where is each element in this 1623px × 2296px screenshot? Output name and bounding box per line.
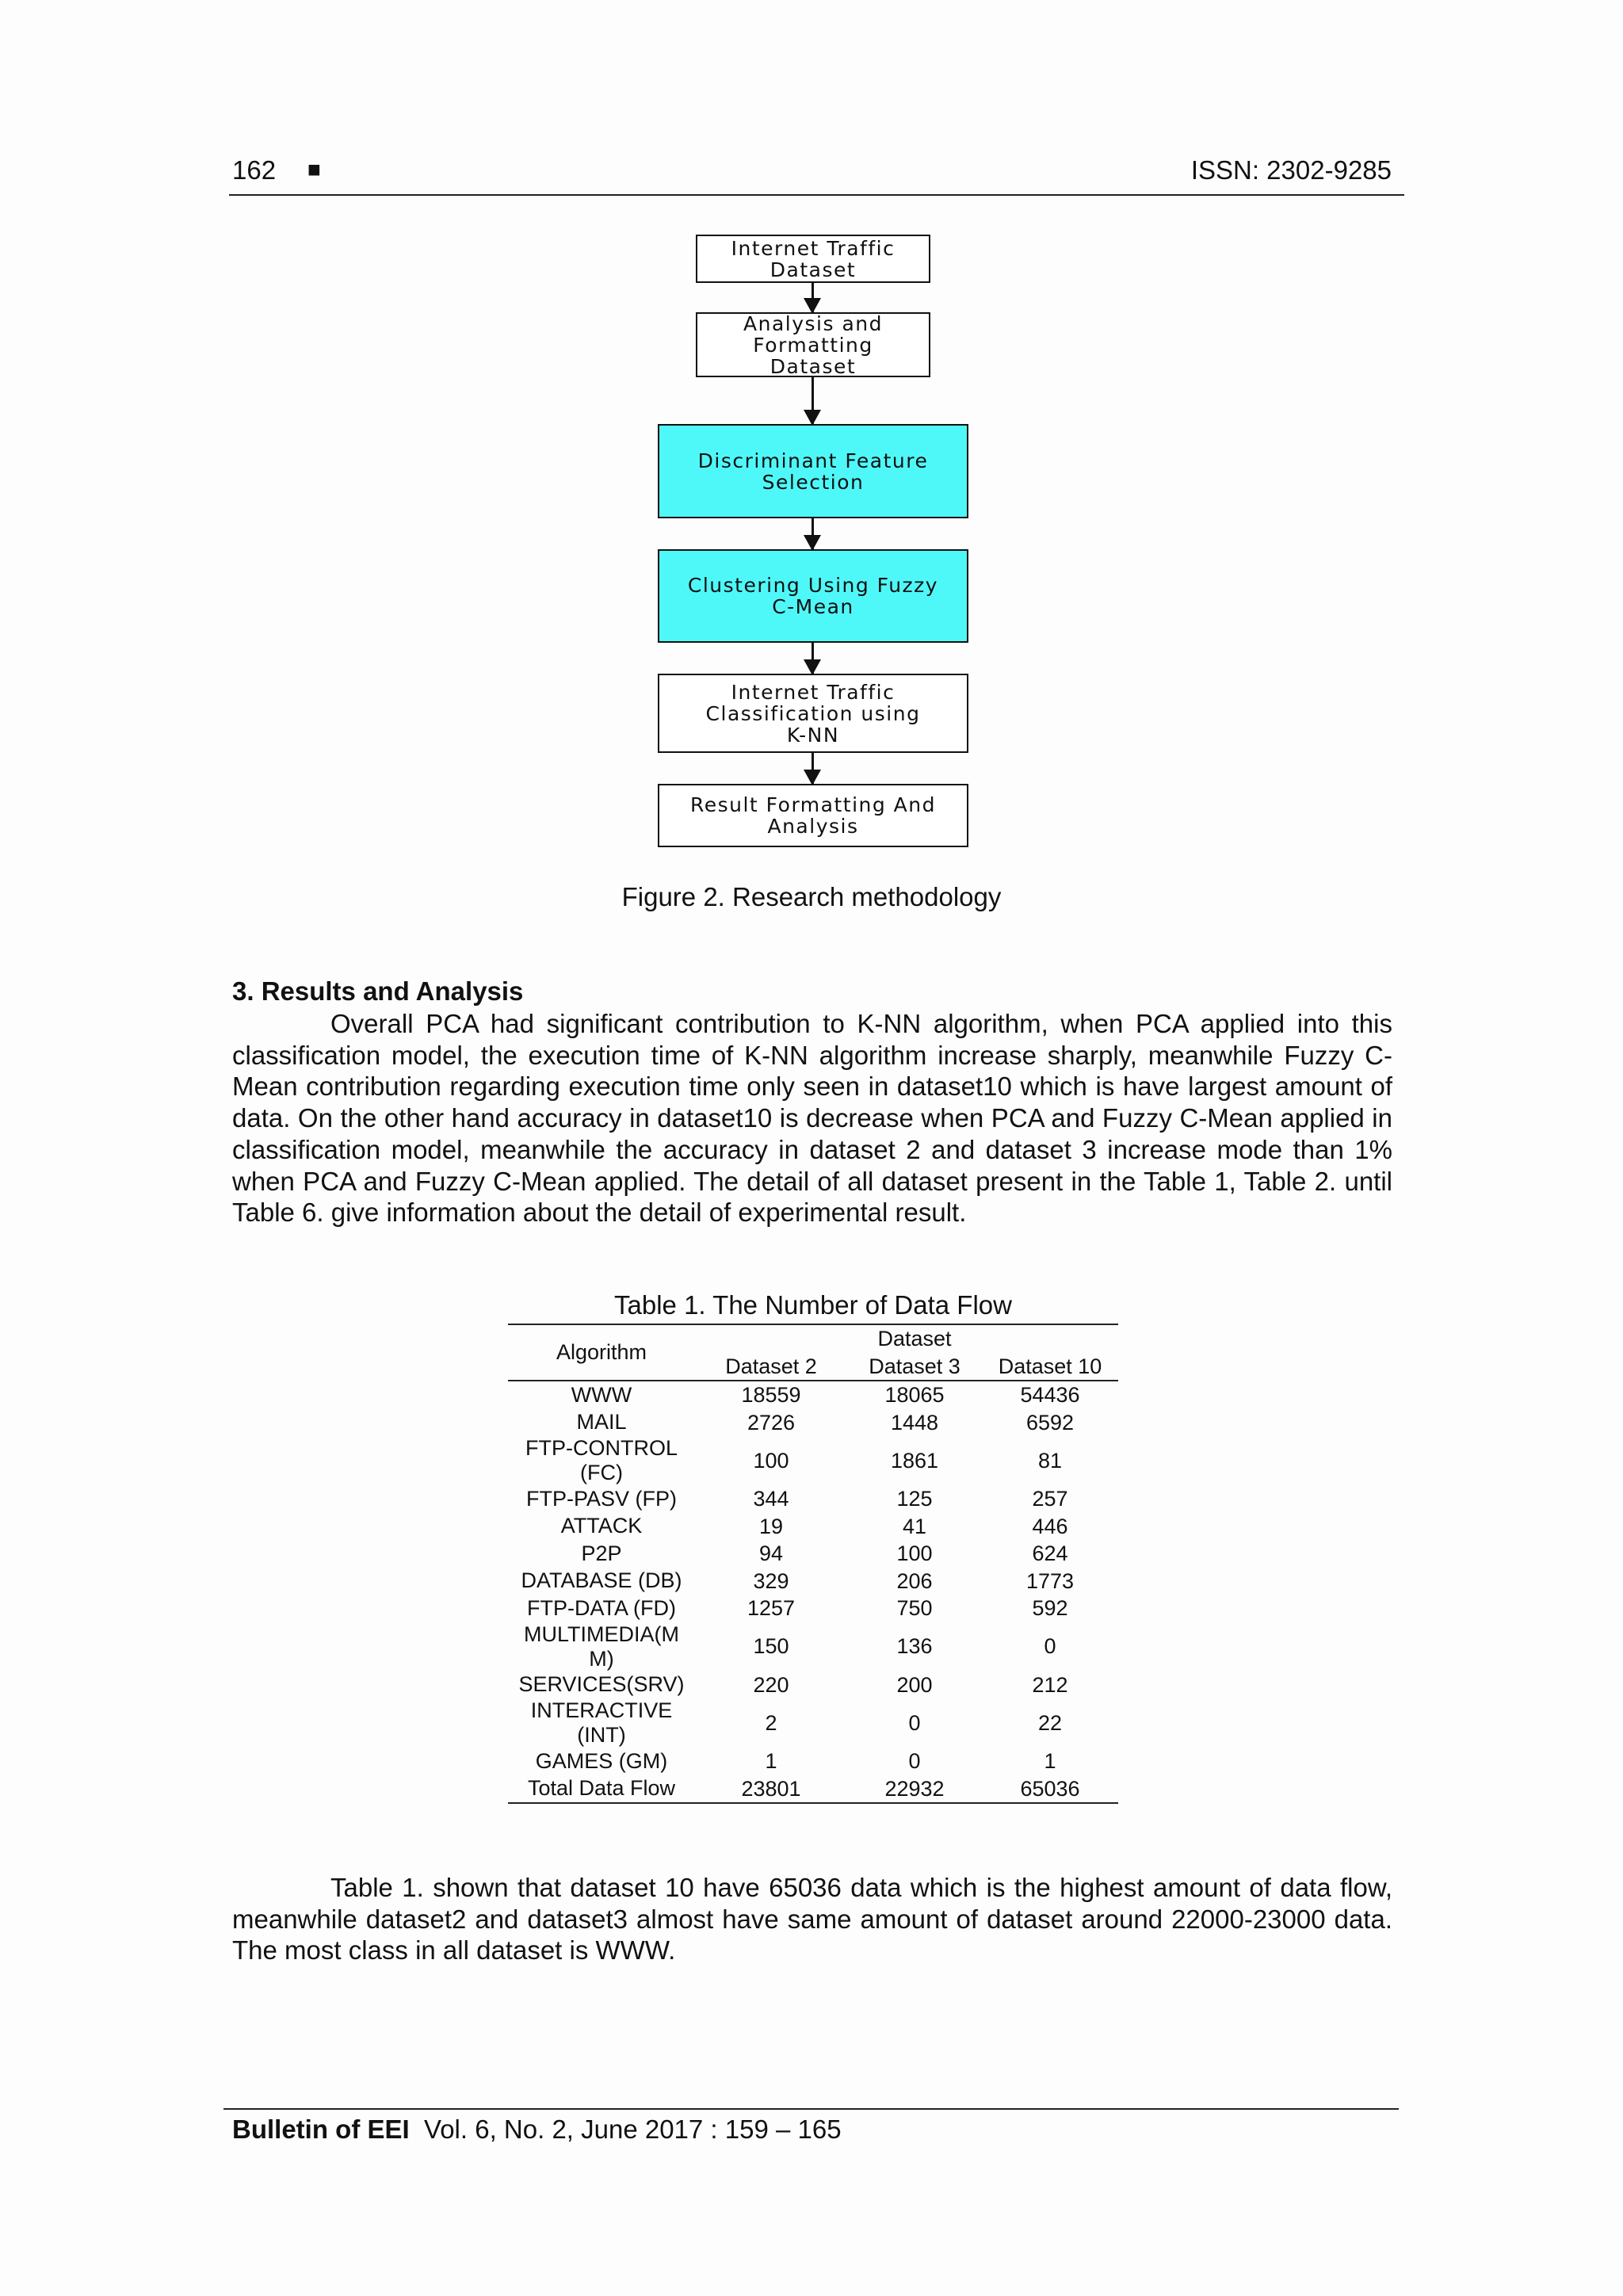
row-label: ATTACK — [560, 1514, 643, 1538]
cell-value: 0 — [908, 1710, 921, 1735]
arrow-icon — [812, 377, 814, 424]
arrow-icon — [812, 283, 814, 312]
row-label: Total Data Flow — [508, 1775, 695, 1804]
row-label: WWW — [571, 1382, 632, 1407]
row-label: MAIL — [576, 1410, 627, 1435]
table-row — [508, 1748, 1118, 1775]
arrow-icon — [812, 753, 814, 784]
header-dataset-group: Dataset — [847, 1324, 982, 1353]
cell-value: 150 — [753, 1634, 789, 1659]
cell-value: 94 — [758, 1541, 784, 1565]
cell-value: 65036 — [982, 1775, 1118, 1804]
table-row — [508, 1622, 1118, 1671]
journal-name: Bulletin of EEI — [232, 2115, 410, 2144]
header-square-marker: ■ — [307, 157, 321, 181]
table-row — [508, 1568, 1118, 1595]
arrow-icon — [812, 643, 814, 674]
cell-value: 750 — [896, 1596, 933, 1620]
header-rule — [229, 194, 1404, 196]
cell-value: 19 — [758, 1514, 784, 1538]
cell-value: 2 — [765, 1710, 777, 1735]
row-label: P2P — [581, 1541, 622, 1565]
cell-value: 624 — [1032, 1541, 1068, 1565]
page-number: 162 — [232, 155, 277, 185]
paragraph-table-summary: Table 1. shown that dataset 10 have 65036 data which is the highest amount of data flow, meanwhile dataset2 and dataset3 almost have same amount of dataset around 22000-23000 data. The most class in all dataset is WWW. — [232, 1873, 1392, 1966]
cell-value: 344 — [753, 1487, 789, 1511]
journal-details: Vol. 6, No. 2, June 2017 : 159 – 165 — [424, 2115, 842, 2144]
step-fuzzy-c-mean-clustering: Clustering Using Fuzzy C-Mean — [658, 549, 968, 643]
footer — [232, 2115, 842, 2145]
row-label: SERVICES(SRV) — [518, 1672, 685, 1697]
cell-value: 18559 — [741, 1383, 801, 1407]
table-row — [508, 1595, 1118, 1622]
cell-value: 22932 — [847, 1775, 982, 1804]
step-internet-traffic-dataset: Internet Traffic Dataset — [696, 235, 930, 283]
cell-value: 54436 — [1020, 1383, 1080, 1407]
row-label: DATABASE (DB) — [521, 1568, 682, 1593]
cell-value: 1448 — [890, 1410, 939, 1435]
cell-value: 212 — [1032, 1672, 1068, 1697]
row-label: FTP-DATA (FD) — [527, 1595, 676, 1620]
cell-value: 22 — [1037, 1710, 1063, 1735]
cell-value: 0 — [1044, 1634, 1056, 1659]
cell-value: 100 — [753, 1448, 789, 1473]
cell-value: 136 — [896, 1634, 933, 1659]
cell-value: 1 — [765, 1749, 777, 1773]
table-row — [508, 1513, 1118, 1541]
step-analysis-formatting: Analysis and Formatting Dataset — [696, 312, 930, 377]
row-label: FTP-PASV (FP) — [525, 1486, 677, 1511]
header-dataset-10: Dataset 10 — [982, 1353, 1118, 1381]
table-row — [508, 1671, 1118, 1699]
cell-value: 0 — [908, 1749, 921, 1773]
step-result-formatting: Result Formatting And Analysis — [658, 784, 968, 847]
step-discriminant-feature-selection: Discriminant Feature Selection — [658, 424, 968, 518]
cell-value: 1861 — [890, 1448, 939, 1473]
cell-value: 18065 — [884, 1383, 945, 1407]
header-dataset-2: Dataset 2 — [695, 1353, 847, 1381]
table-row — [508, 1409, 1118, 1437]
table-row — [508, 1485, 1118, 1513]
cell-value: 23801 — [695, 1775, 847, 1804]
cell-value: 592 — [1032, 1596, 1068, 1620]
issn: ISSN: 2302-9285 — [1190, 155, 1392, 185]
cell-value: 81 — [1037, 1448, 1063, 1473]
paragraph-results: Overall PCA had significant contribution to K-NN algorithm, when PCA applied into this classification model, the execution time of K-NN algorithm increase sharply, meanwhile Fuzzy C-Mean contribution regarding execution time only seen in dataset10 which is have largest amount of data. On the other hand accuracy in dataset10 is decrease when PCA and Fuzzy C-Mean applied in classification model, meanwhile the accuracy in dataset 2 and dataset 3 increase mode than 1% when PCA and Fuzzy C-Mean applied. The detail of all dataset present in the Table 1, Table 2. until Table 6. give information about the detail of experimental result. — [232, 1009, 1392, 1228]
table-caption: Table 1. The Number of Data Flow — [614, 1290, 1012, 1320]
table-row — [508, 1436, 1118, 1485]
cell-value: 200 — [896, 1672, 933, 1697]
cell-value: 41 — [902, 1514, 927, 1538]
figure-caption: Figure 2. Research methodology — [621, 882, 1002, 911]
data-flow-table — [508, 1324, 1118, 1804]
step-knn-classification: Internet Traffic Classification using K-NN — [658, 674, 968, 753]
cell-value: 1773 — [1025, 1568, 1075, 1593]
table-row — [508, 1698, 1118, 1748]
table-row — [508, 1775, 1118, 1804]
cell-value: 329 — [753, 1568, 789, 1593]
row-label: FTP-CONTROL (FC) — [525, 1436, 678, 1484]
cell-value: 2726 — [747, 1410, 796, 1435]
cell-value: 220 — [753, 1672, 789, 1697]
row-label: GAMES (GM) — [535, 1748, 668, 1773]
cell-value: 100 — [896, 1541, 933, 1565]
cell-value: 125 — [896, 1487, 933, 1511]
cell-value: 257 — [1032, 1487, 1068, 1511]
cell-value: 1257 — [747, 1596, 796, 1620]
cell-value: 6592 — [1025, 1410, 1075, 1435]
section-heading: 3. Results and Analysis — [232, 976, 524, 1006]
header-dataset-3: Dataset 3 — [847, 1353, 982, 1381]
table-row — [508, 1381, 1118, 1409]
row-label: MULTIMEDIA(M M) — [524, 1622, 679, 1671]
footer-rule — [223, 2108, 1399, 2110]
cell-value: 206 — [896, 1568, 933, 1593]
row-label: INTERACTIVE (INT) — [530, 1698, 673, 1747]
table-row — [508, 1540, 1118, 1568]
cell-value: 1 — [1044, 1749, 1056, 1773]
cell-value: 446 — [1032, 1514, 1068, 1538]
arrow-icon — [812, 518, 814, 549]
header-algorithm: Algorithm — [508, 1324, 695, 1381]
